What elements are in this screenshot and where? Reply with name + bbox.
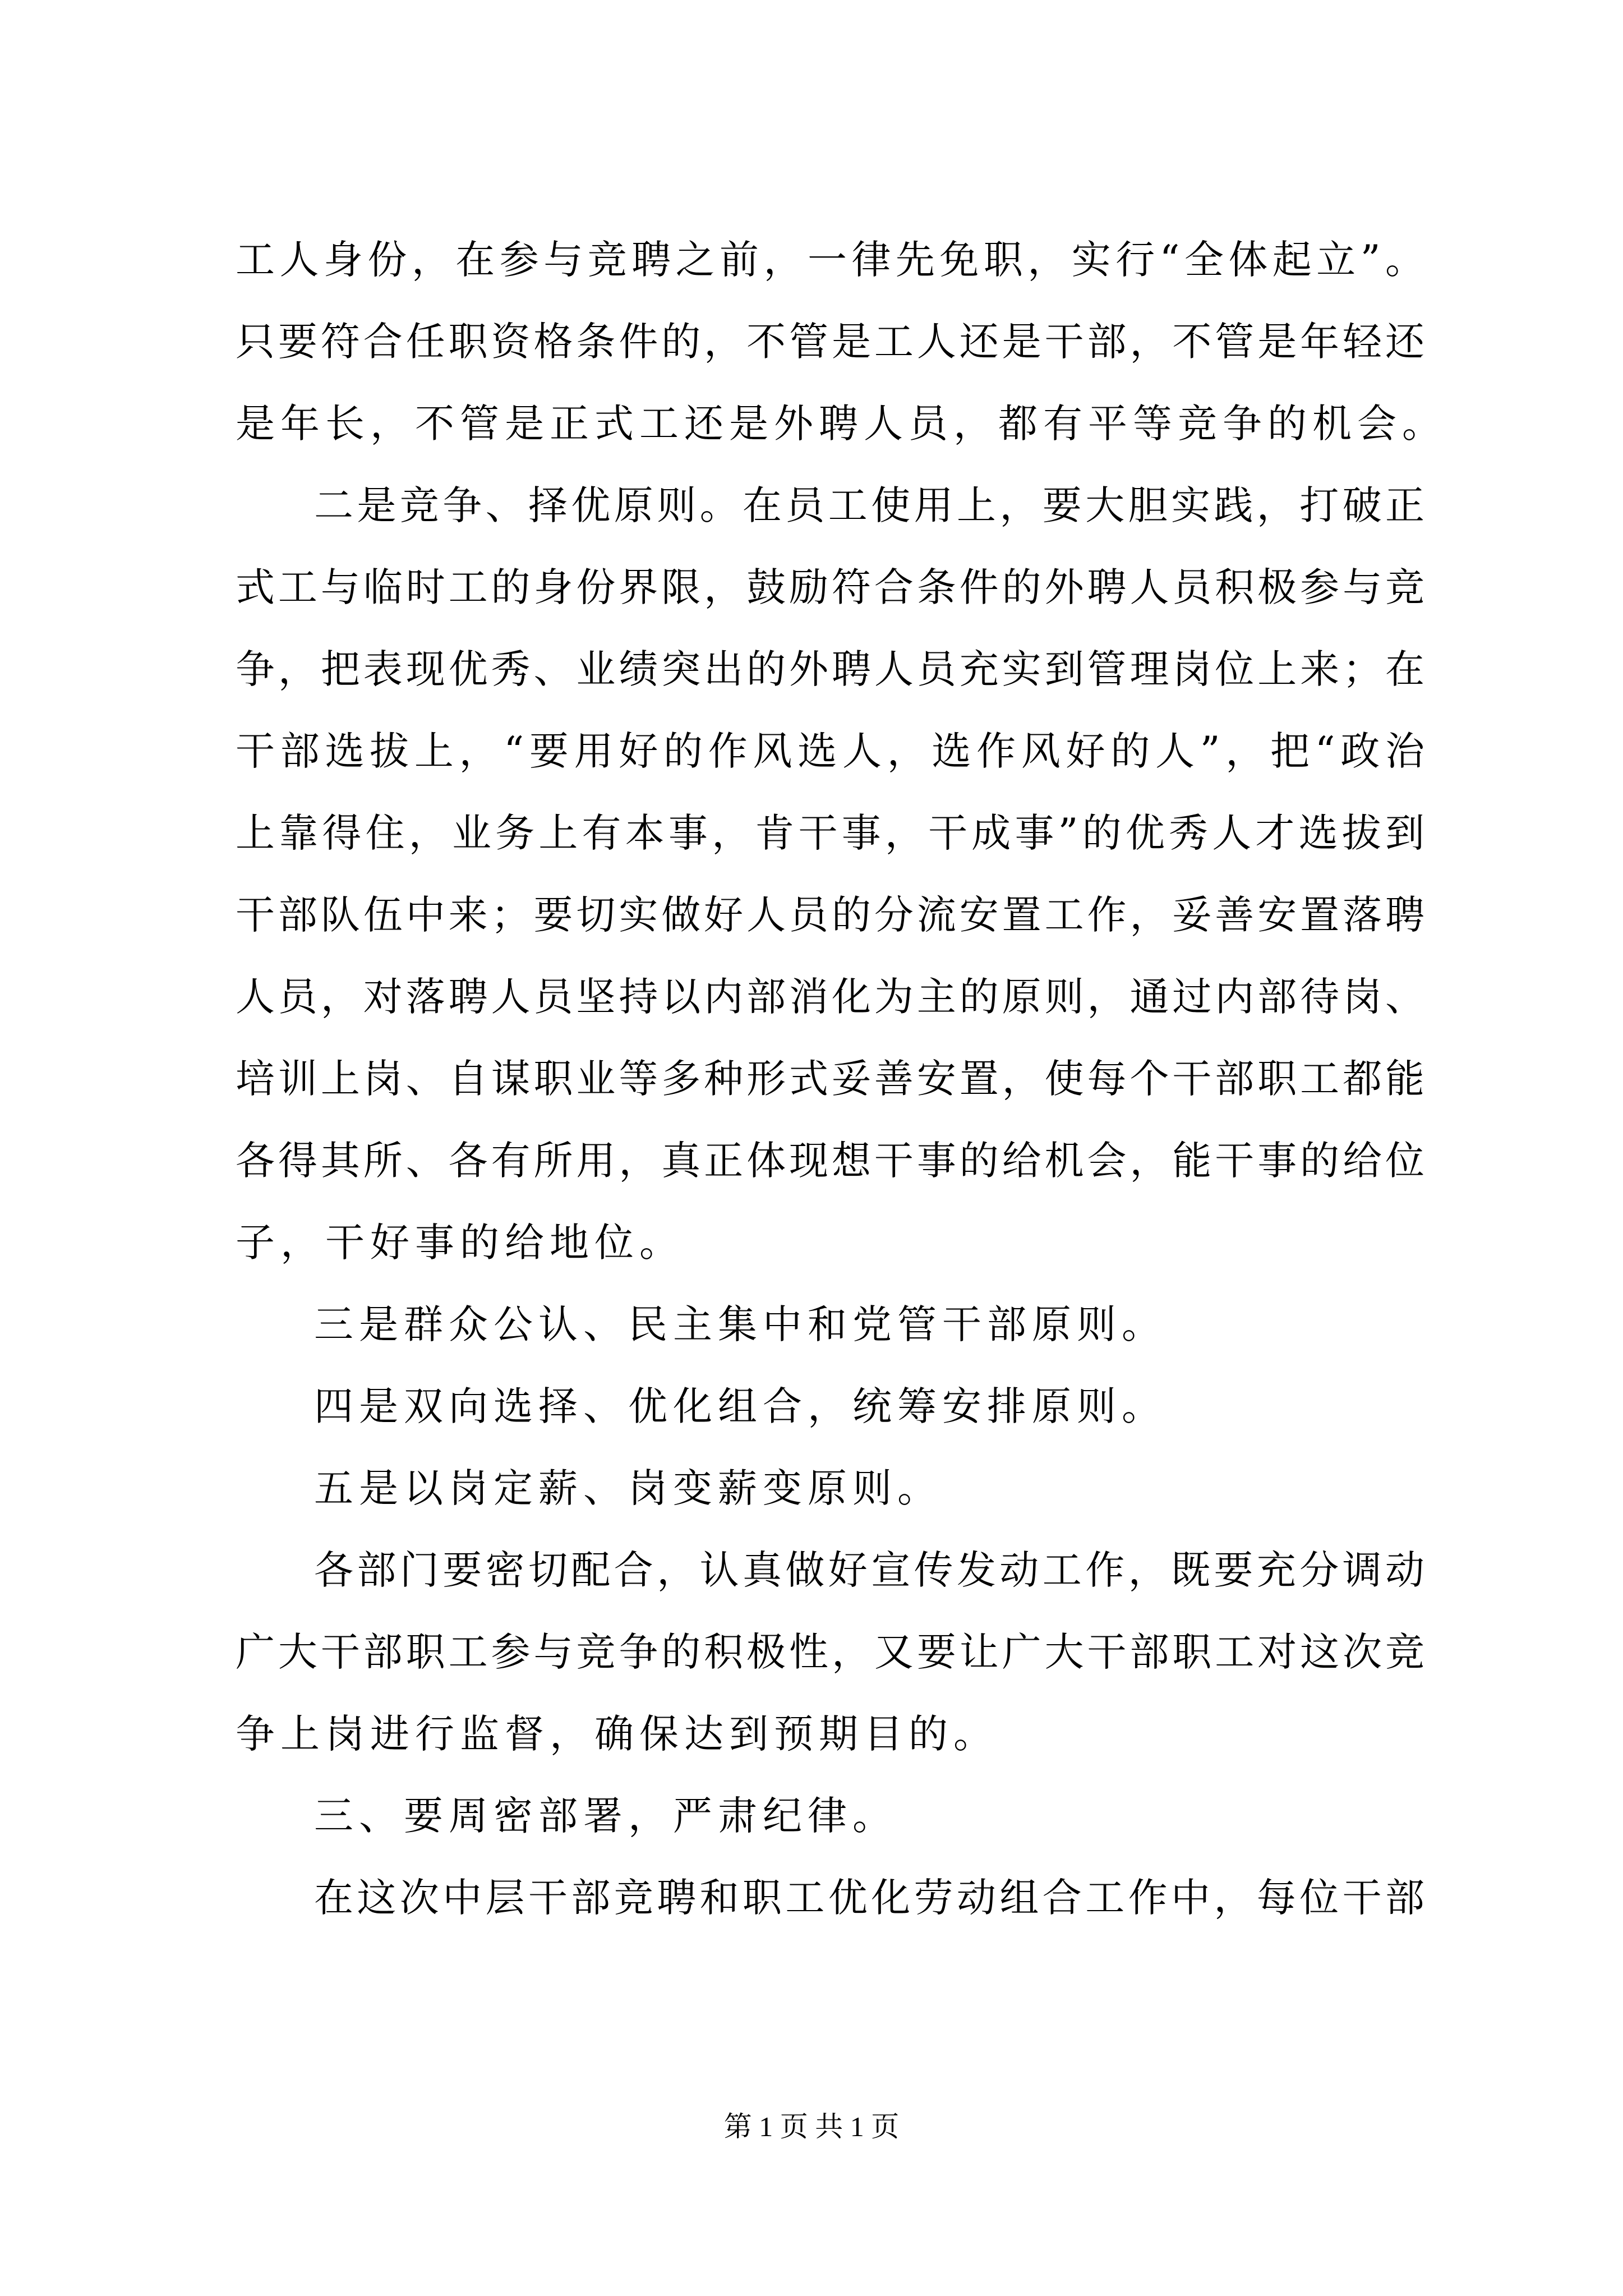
paragraph-line: 四是双向选择、优化组合，统筹安排原则。 bbox=[314, 1383, 1166, 1429]
paragraph-line: 二是竞争、择优原则。在员工使用上，要大胆实践，打破正 bbox=[314, 482, 1424, 528]
paragraph-line: 五是以岗定薪、岗变薪变原则。 bbox=[314, 1465, 942, 1511]
paragraph-line: 工人身份，在参与竞聘之前，一律先免职，实行“全体起立”。 bbox=[236, 237, 1424, 283]
paragraph-line: 各得其所、各有所用，真正体现想干事的给机会，能干事的给位 bbox=[236, 1138, 1424, 1184]
paragraph-line: 各部门要密切配合，认真做好宣传发动工作，既要充分调动 bbox=[314, 1547, 1424, 1593]
paragraph-line: 人员，对落聘人员坚持以内部消化为主的原则，通过内部待岗、 bbox=[236, 974, 1424, 1020]
paragraph-line: 争上岗进行监督，确保达到预期目的。 bbox=[236, 1711, 998, 1757]
paragraph-line: 只要符合任职资格条件的，不管是工人还是干部，不管是年轻还 bbox=[236, 319, 1424, 365]
paragraph-line: 三是群众公认、民主集中和党管干部原则。 bbox=[314, 1301, 1166, 1347]
paragraph-line: 争，把表现优秀、业绩突出的外聘人员充实到管理岗位上来；在 bbox=[236, 646, 1424, 692]
paragraph-line: 培训上岗、自谋职业等多种形式妥善安置，使每个干部职工都能 bbox=[236, 1056, 1424, 1102]
paragraph-line: 干部选拔上，“要用好的作风选人，选作风好的人”，把“政治 bbox=[236, 728, 1424, 774]
paragraph-line: 是年长，不管是正式工还是外聘人员，都有平等竞争的机会。 bbox=[236, 401, 1447, 447]
paragraph-line: 干部队伍中来；要切实做好人员的分流安置工作，妥善安置落聘 bbox=[236, 892, 1424, 938]
section-heading: 三、要周密部署，严肃纪律。 bbox=[314, 1793, 897, 1839]
paragraph-line: 在这次中层干部竞聘和职工优化劳动组合工作中，每位干部 bbox=[314, 1875, 1424, 1921]
paragraph-line: 上靠得住，业务上有本事，肯干事，干成事”的优秀人才选拔到 bbox=[236, 810, 1424, 856]
paragraph-line: 广大干部职工参与竞争的积极性，又要让广大干部职工对这次竞 bbox=[236, 1629, 1424, 1675]
page-number-footer: 第 1 页 共 1 页 bbox=[723, 2111, 900, 2142]
document-body bbox=[236, 219, 1447, 1939]
paragraph-line: 子，干好事的给地位。 bbox=[236, 1220, 684, 1266]
paragraph-line: 式工与临时工的身份界限，鼓励符合条件的外聘人员积极参与竞 bbox=[236, 564, 1424, 610]
